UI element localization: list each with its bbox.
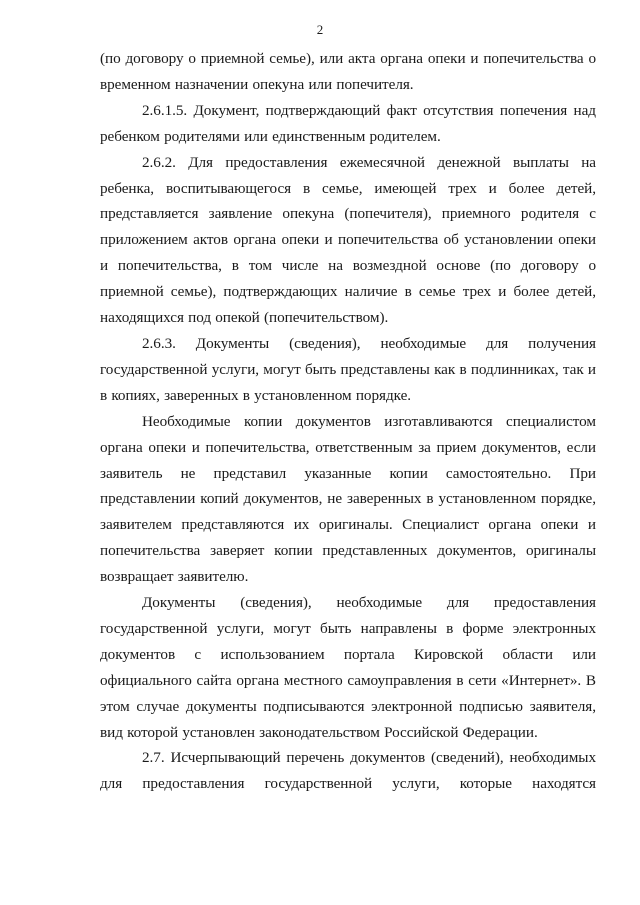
paragraph-continuation: (по договору о приемной семье), или акта органа опеки и попечительства о временном назначении опекуна или попечителя. — [100, 50, 596, 93]
page-number: 2 — [316, 22, 324, 37]
paragraph-2-6-2: 2.6.2. Для предоставления ежемесячной денежной выплаты на ребенка, воспитывающегося в семье, имеющей трех и более детей, представляется заявление опекуна (попечителя), приемного родителя с приложением актов органа опеки и попечительства об установлении опеки и попечительства, в том числе на возмездной основе (по договору о приемной семье), подтверждающих наличие в семье трех и более детей, находящихся под опекой (попечительством). — [100, 153, 596, 327]
document-body — [100, 46, 596, 797]
paragraph-2-6-1-5: 2.6.1.5. Документ, подтверждающий факт отсутствия попечения над ребенком родителями или единственным родителем. — [100, 101, 596, 145]
paragraph-2-6-3: 2.6.3. Документы (сведения), необходимые для получения государственной услуги, могут быть представлены как в подлинниках, так и в копиях, заверенных в установленном порядке. — [100, 334, 596, 404]
paragraph-copies: Необходимые копии документов изготавливаются специалистом органа опеки и попечительства, ответственным за прием документов, если заявитель не представил указанные копии самостоятельно. При представлении копий документов, не заверенных в установленном порядке, заявителем представляются их оригиналы. Специалист органа опеки и попечительства заверяет копии представленных документов, оригиналы возвращает заявителю. — [100, 412, 596, 586]
paragraph-electronic: Документы (сведения), необходимые для предоставления государственной услуги, могут быть направлены в форме электронных документов с использованием портала Кировской области или официального сайта органа местного самоуправления в сети «Интернет». В этом случае документы подписываются электронной подписью заявителя, вид которой установлен законодательством Российской Федерации. — [100, 594, 596, 741]
paragraph-2-7: 2.7. Исчерпывающий перечень документов (сведений), необходимых для предоставления государственной услуги, которые находятся — [100, 749, 596, 793]
